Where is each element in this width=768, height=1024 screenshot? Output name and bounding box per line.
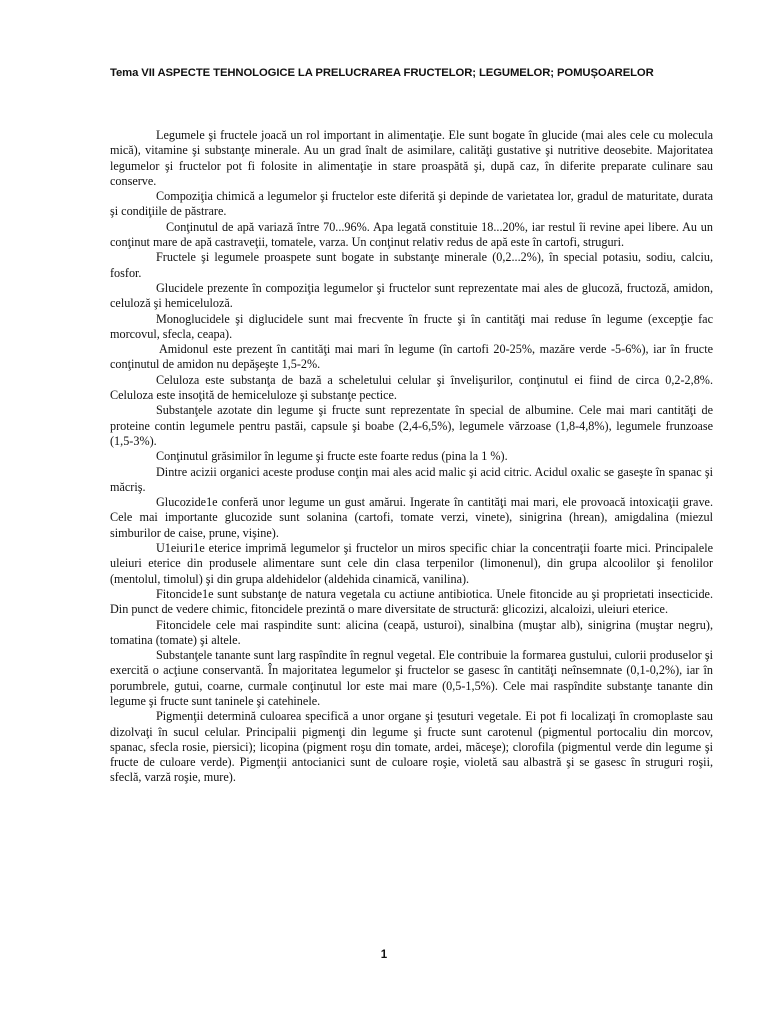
paragraph: Legumele şi fructele joacă un rol important in alimentaţie. Ele sunt bogate în glucide (mai ales cele cu molecula mică), vitamine şi substanţe minerale. Au un grad înalt de asimilare, calităţi gustative şi nutritive deosebite. Majoritatea legumelor şi fructelor pot fi folosite in alimentaţie in stare proaspătă şi, după caz, în diferite preparate culinare sau conserve. [110, 128, 713, 188]
paragraph: Conţinutul grăsimilor în legume şi fructe este foarte redus (pina la 1 %). [156, 449, 508, 464]
paragraph: Substanţele azotate din legume şi fructe sunt reprezentate în special de albumine. Cele mai mari cantităţi de proteine contin legumele pentru pastăi, capsule şi boabe (2,4-6,5%), legumele vărzoase (1,8-4,8%), legumele frunzoase (1,5-3%). [110, 403, 713, 448]
document-title: Tema VII ASPECTE TEHNOLOGICE LA PRELUCRAREA FRUCTELOR; LEGUMELOR; POMUȘOARELOR [110, 67, 654, 79]
paragraph: Pigmenţii determină culoarea specifică a unor organe şi ţesuturi vegetale. Ei pot fi localizaţi în cromoplaste sau dizolvaţi în sucul celular. Principalii pigmenţi din legume şi fructe sunt carotenul (pigmentul portocaliu din morcov, spanac, sfecla rosie, piersici); licopina (pigment roşu din tomate, ardei, măceşe); clorofila (pigmentul verde din legume şi fructe de culoare verde). Pigmenţii antocianici sunt de culoare roşie, violetă sau albastră şi se gasesc în struguri roşii, sfeclă, varză roşie, mure). [110, 709, 713, 785]
paragraph: Celuloza este substanţa de bază a scheletului celular şi învelişurilor, conţinutul ei fiind de circa 0,2-2,8%. Celuloza este insoţită de hemiceluloze şi substanţe pectice. [110, 372, 713, 403]
paragraph: Fitoncide1e sunt substanţe de natura vegetala cu actiune antibiotica. Unele fitoncide au şi proprietati insecticide. Din punct de vedere chimic, fitoncidele prezintă o mare diversitate de structură: glicozizi, alcaloizi, uleiuri eterice. [110, 586, 713, 617]
paragraph: Glucozide1e conferă unor legume un gust amărui. Ingerate în cantităţi mai mari, ele provoacă intoxicaţii grave. Cele mai importante glucozide sunt solanina (cartofi, tomate verzi, vinete), sinigrina (hrean), amigdalina (miezul simburilor de caise, prune, vişine). [110, 495, 713, 540]
paragraph: Compoziţia chimică a legumelor şi fructelor este diferită şi depinde de varietatea lor, gradul de maturitate, durata şi condiţiile de păstrare. [110, 189, 713, 219]
paragraph: Monoglucidele şi diglucidele sunt mai frecvente în fructe şi în cantităţi mai reduse în legume (excepţie fac morcovul, sfecla, ceapa). [110, 311, 713, 341]
paragraph: Substanţele tanante sunt larg raspîndite în regnul vegetal. Ele contribuie la formarea gustului, culorii produselor şi exercită o acţiune conservantă. În majoritatea legumelor şi fructelor se gasesc în cantităţi neînsemnate (0,1-0,2%), iar în porumbrele, gutui, coarne, curmale conţinutul lor este mai mare (0,5-1,5%). Cele mai raspîndite substanţe tanante din legume şi fructe sunt taninele şi catehinele. [110, 648, 713, 708]
paragraph: Fructele şi legumele proaspete sunt bogate in substanţe minerale (0,2...2%), în special potasiu, sodiu, calciu, fosfor. [110, 250, 713, 280]
paragraph: Conţinutul de apă variază între 70...96%. Apa legată constituie 18...20%, iar restul îi revine apei libere. Au un conţinut mare de apă castraveţii, tomatele, varza. Un conţinut relativ redus de apă este în cartofi, struguri. [110, 219, 713, 250]
paragraph: U1eiuri1e eterice imprimă legumelor şi fructelor un miros specific chiar la concentraţii foarte mici. Principalele uleiuri eterice din produsele alimentare sunt cele din clasa terpenilor (limonenul), din grupa alcoolilor şi fenolilor (mentolul, timolul) şi din grupa aldehidelor (aldehida cinamică, vanilina). [110, 541, 713, 586]
paragraph: Dintre acizii organici aceste produse conţin mai ales acid malic şi acid citric. Acidul oxalic se gaseşte în spanac şi măcriş. [110, 464, 713, 494]
paragraph: Glucidele prezente în compoziţia legumelor şi fructelor sunt reprezentate mai ales de glucoză, fructoză, amidon, celuloză şi hemiceluloză. [110, 280, 713, 311]
page-number: 1 [380, 949, 388, 961]
paragraph: Fitoncidele cele mai raspindite sunt: alicina (ceapă, usturoi), sinalbina (muştar alb), sinigrina (muştar negru), tomatina (tomate) şi altele. [110, 617, 713, 647]
document-body [110, 128, 713, 786]
paragraph: Amidonul este prezent în cantităţi mai mari în legume (în cartofi 20-25%, mazăre verde -5-6%), iar în fructe conţinutul de amidon nu depăşeşte 1,5-2%. [110, 342, 713, 372]
